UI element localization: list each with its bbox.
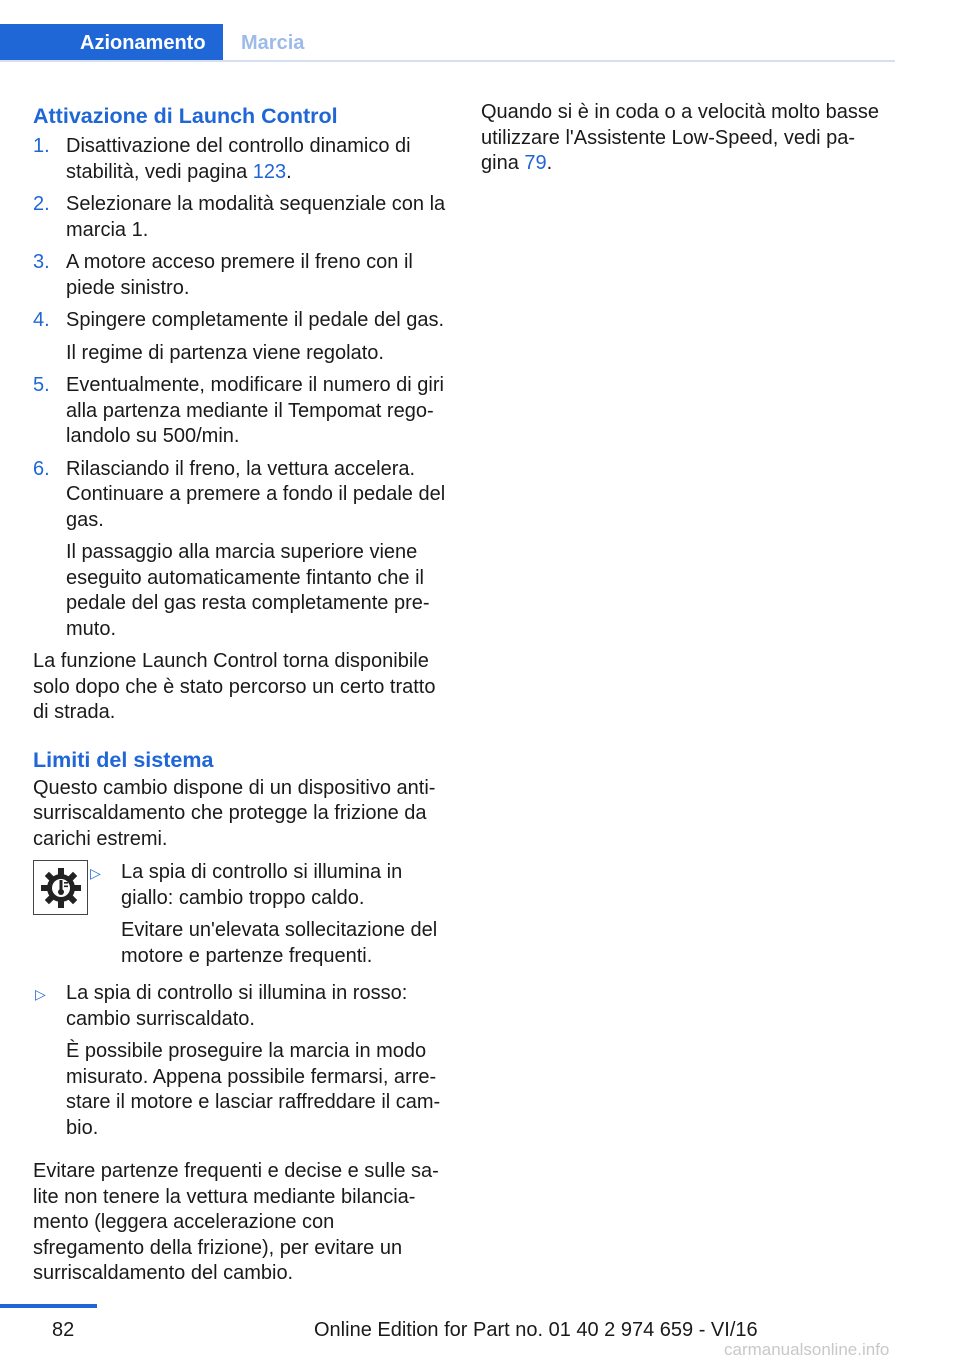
footer-accent-bar bbox=[0, 1304, 97, 1308]
step-number: 4. bbox=[33, 309, 50, 331]
step-number: 2. bbox=[33, 193, 50, 215]
step-item bbox=[33, 308, 451, 366]
warning-block bbox=[33, 860, 451, 977]
warning-bullets bbox=[88, 860, 451, 977]
bullet-text: La spia di controllo si illumina in giallo: cambio troppo caldo. bbox=[121, 861, 403, 909]
step-text: Spingere completamente il pedale del gas. bbox=[66, 309, 445, 331]
step-item bbox=[33, 457, 451, 643]
step-item bbox=[33, 134, 451, 185]
step-number: 6. bbox=[33, 457, 50, 480]
warning-bullets-cont bbox=[33, 981, 451, 1141]
page-link-79[interactable]: 79 bbox=[524, 152, 547, 174]
triangle-icon: ▷ bbox=[35, 986, 46, 1002]
subheading: Limiti del sistema bbox=[33, 747, 214, 772]
bullet-item bbox=[88, 860, 451, 969]
after-steps-text: La funzione Launch Control torna disponibile solo dopo che è stato percorso un certo tratto di strada. bbox=[33, 650, 436, 723]
step-number: 5. bbox=[33, 374, 50, 396]
bullet-item bbox=[33, 981, 451, 1141]
intro-text: Questo cambio dispone di un dispositivo anti-surriscaldamento che protegge la frizione da carichi estremi. bbox=[33, 776, 436, 850]
bullet-note: È possibile proseguire la marcia in modo misurato. Appena possibile fermarsi, arre-stare il motore e lasciar raffreddare il cam-bio. bbox=[66, 1040, 441, 1139]
triangle-icon: ▷ bbox=[90, 865, 101, 881]
right-tail: . bbox=[546, 152, 553, 174]
right-column bbox=[481, 100, 881, 177]
tab-underline bbox=[0, 60, 895, 62]
step-item bbox=[33, 373, 451, 450]
step-text: Disattivazione del controllo dinamico di stabilità, vedi pagina bbox=[66, 135, 411, 183]
edition-note: Online Edition for Part no. 01 40 2 974 659 - VI/16 bbox=[314, 1319, 758, 1341]
bullet-text: La spia di controllo si illumina in rosso: cambio surriscaldato. bbox=[66, 982, 408, 1030]
step-item bbox=[33, 250, 451, 301]
step-text: Eventualmente, modificare il numero di giri alla partenza mediante il Tempomat rego-landolo su 500/min. bbox=[66, 374, 444, 447]
left-column bbox=[33, 100, 451, 1287]
step-number: 1. bbox=[33, 135, 50, 157]
watermark: carmanualsonline.info bbox=[724, 1340, 890, 1359]
step-note: Il passaggio alla marcia superiore viene eseguito automaticamente fintanto che il pedale del gas resta completamente pre-muto. bbox=[66, 541, 430, 640]
gearbox-temperature-icon bbox=[33, 860, 88, 915]
step-item bbox=[33, 192, 451, 243]
page-number: 82 bbox=[52, 1319, 75, 1341]
tab-marcia[interactable]: Marcia bbox=[241, 32, 305, 54]
step-tail: . bbox=[286, 160, 292, 183]
closing-text: Evitare partenze frequenti e decise e sulle sa-lite non tenere la vettura mediante bilancia-mento (leggera accelerazione con sfregamento della frizione), per evitare un surriscaldamento del cambio. bbox=[33, 1160, 439, 1284]
tab-azionamento[interactable]: Azionamento bbox=[0, 24, 223, 62]
right-body: Quando si è in coda o a velocità molto basse utilizzare l'Assistente Low-Speed, vedi pa-gina bbox=[481, 101, 880, 174]
page-link-123[interactable]: 123 bbox=[252, 160, 287, 183]
step-text: Rilasciando il freno, la vettura accelera. Continuare a premere a fondo il pedale del gas. bbox=[66, 457, 446, 531]
step-number: 3. bbox=[33, 251, 50, 273]
section-heading: Attivazione di Launch Control bbox=[33, 104, 338, 128]
chapter-tabs bbox=[0, 24, 895, 62]
step-text: A motore acceso premere il freno con il piede sinistro. bbox=[66, 251, 413, 299]
right-text bbox=[481, 100, 881, 177]
steps-list bbox=[33, 134, 451, 642]
step-note: Il regime di partenza viene regolato. bbox=[66, 341, 384, 364]
step-text: Selezionare la modalità sequenziale con la marcia 1. bbox=[66, 193, 446, 241]
bullet-note: Evitare un'elevata sollecitazione del motore e partenze frequenti. bbox=[121, 919, 438, 967]
